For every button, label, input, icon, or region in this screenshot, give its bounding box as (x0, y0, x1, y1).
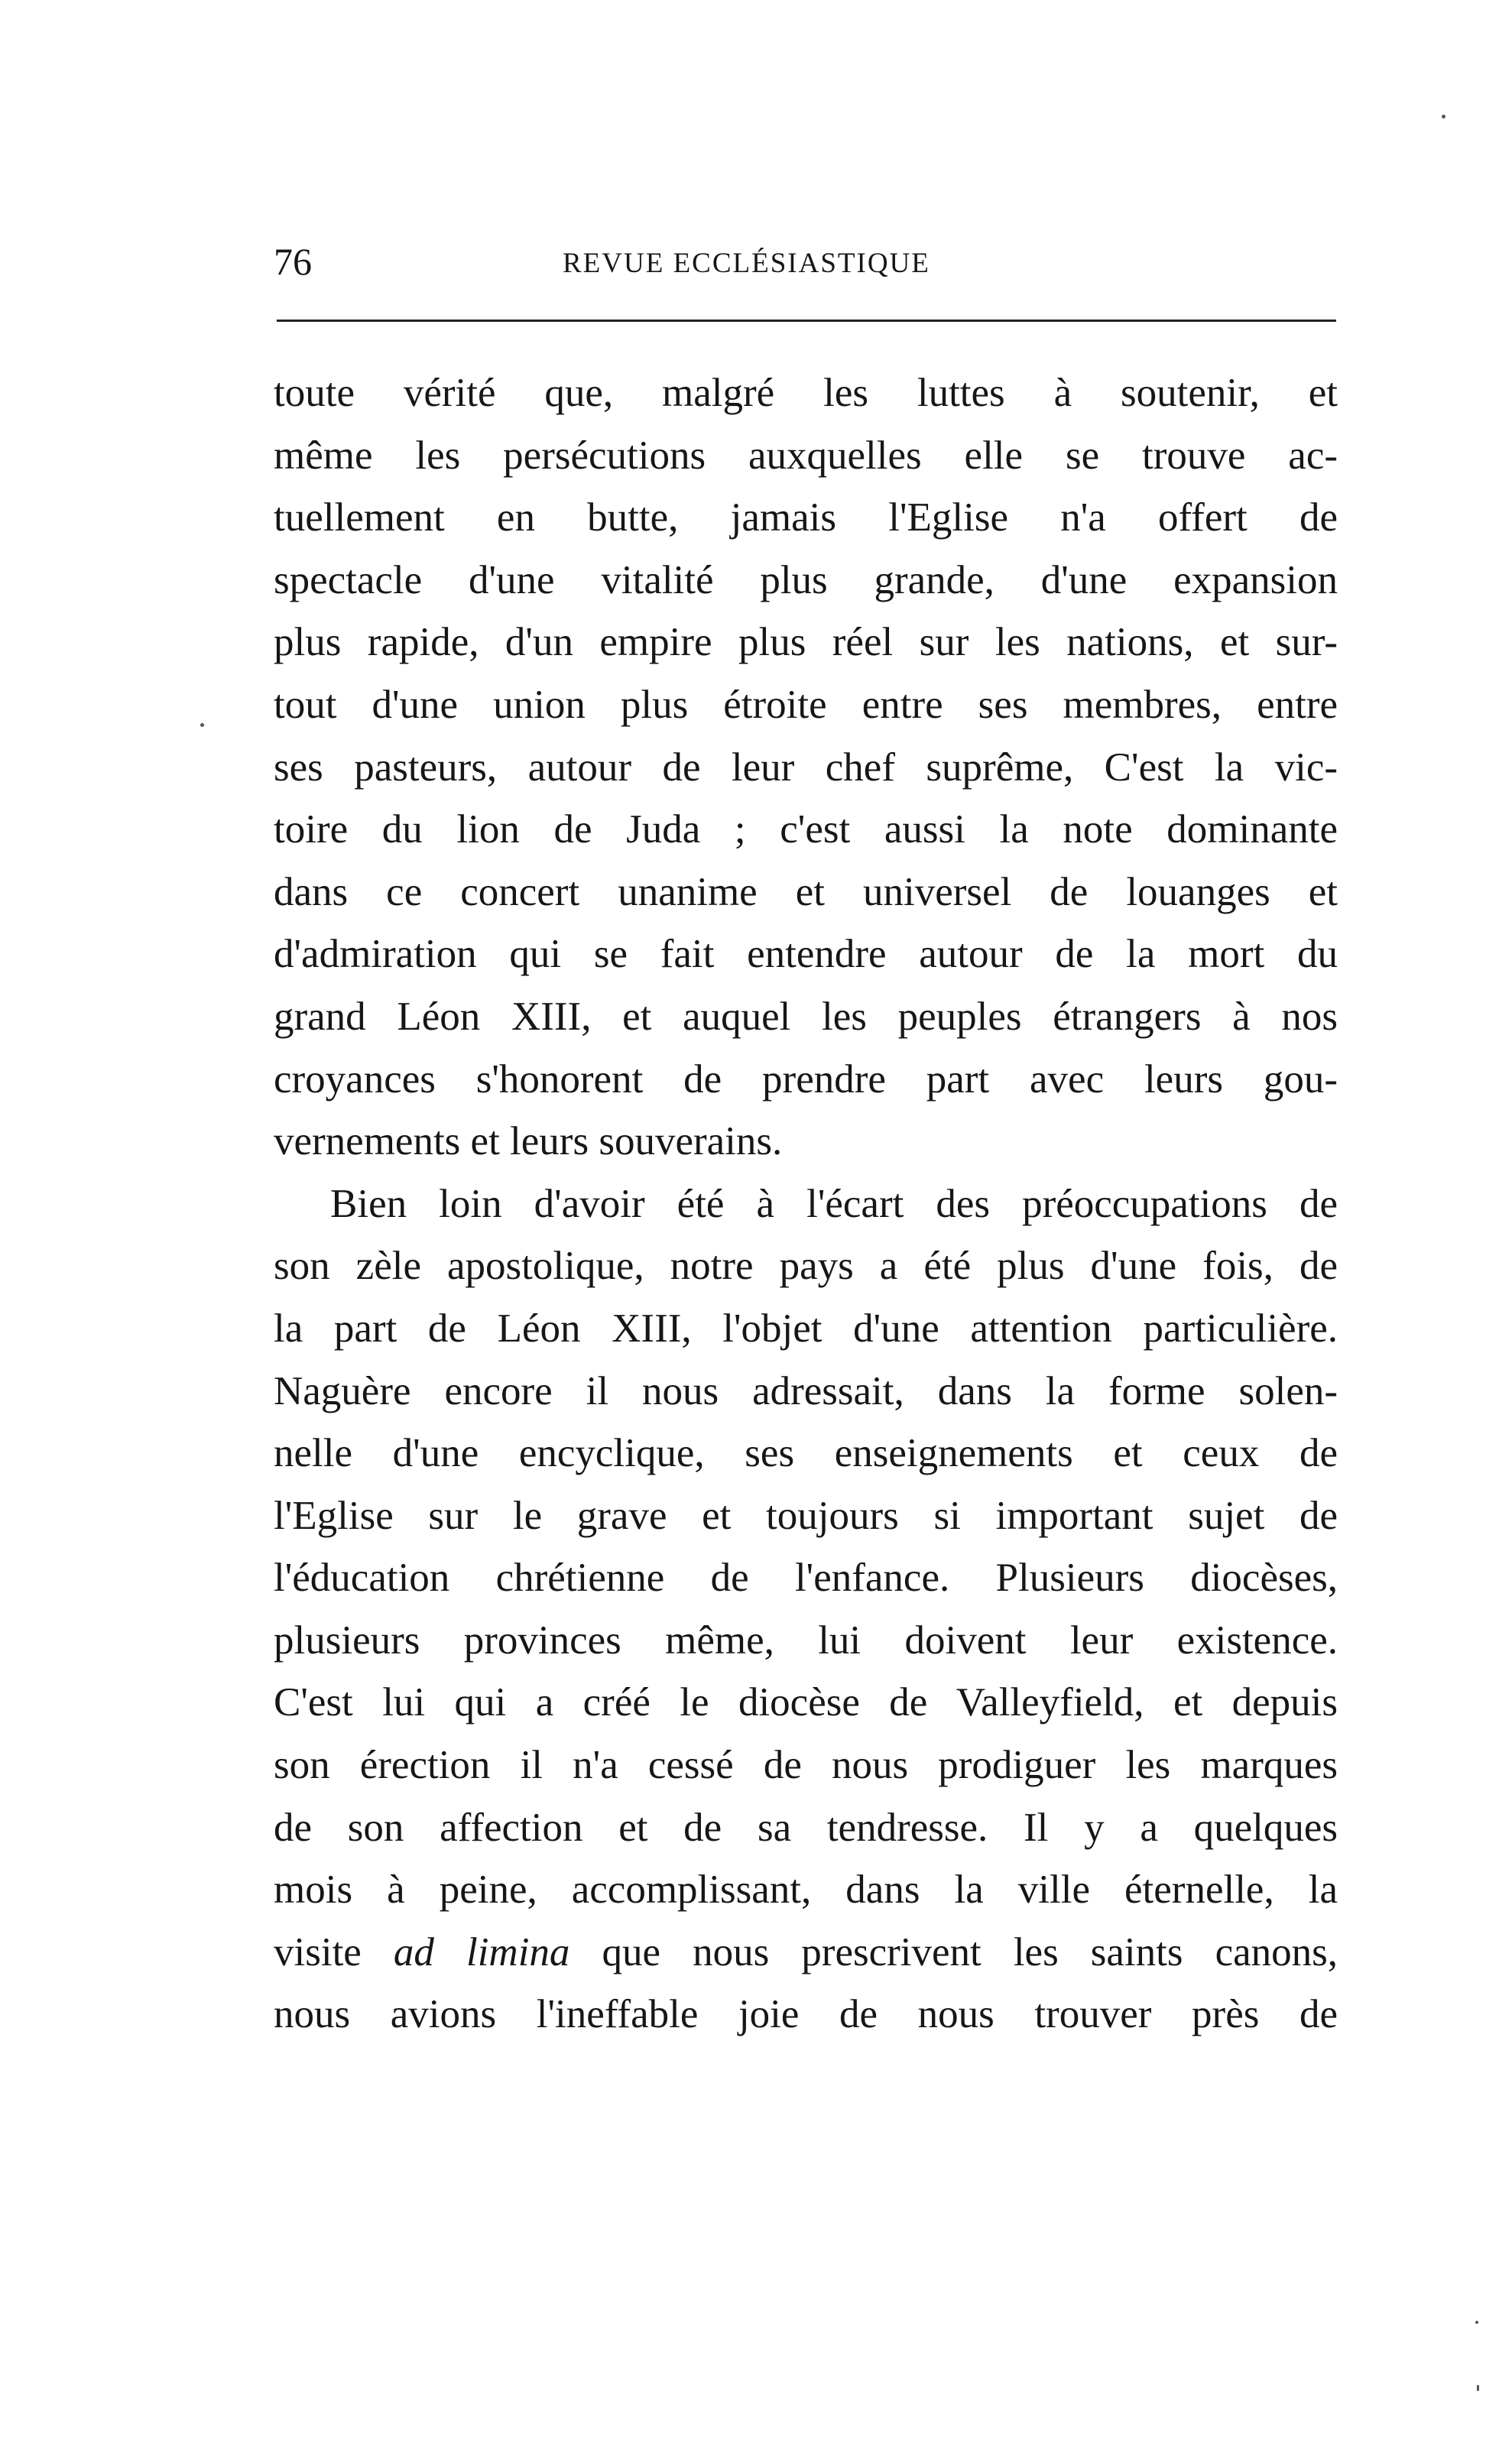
text-line: Bien loin d'avoir été à l'écart des préoccupations de (330, 1181, 1338, 1226)
text-line: son zèle apostolique, notre pays a été plus d'une fois, de (274, 1244, 1338, 1289)
scan-speck (1477, 2385, 1479, 2391)
scan-speck (200, 723, 204, 727)
text-line: C'est lui qui a créé le diocèse de Valleyfield, et depuis (274, 1680, 1338, 1725)
body-text (274, 362, 1338, 2046)
text-line: toute vérité que, malgré les luttes à soutenir, et (274, 371, 1338, 415)
text-line: spectacle d'une vitalité plus grande, d'une expansion (274, 557, 1338, 602)
page-number: 76 (274, 240, 312, 283)
text-line: vernements et leurs souverains. (274, 1119, 783, 1164)
running-head: REVUE ECCLÉSIASTIQUE (563, 248, 930, 279)
text-line: dans ce concert unanime et universel de louanges et (274, 869, 1338, 914)
italic-phrase: ad limina (393, 1929, 570, 1974)
text-line: même les persécutions auxquelles elle se trouve ac- (274, 433, 1338, 478)
text-line: tout d'une union plus étroite entre ses membres, entre (274, 682, 1338, 727)
paragraph-1 (274, 362, 1338, 1173)
scan-speck (1475, 2321, 1478, 2324)
text-line: nous avions l'ineffable joie de nous trouver près de (274, 1992, 1338, 2037)
text-line: mois à peine, accomplissant, dans la ville éternelle, la (274, 1867, 1338, 1913)
text-line: son érection il n'a cessé de nous prodiguer les marques (274, 1743, 1338, 1788)
text-line: la part de Léon XIII, l'objet d'une attention particulière. (274, 1306, 1338, 1351)
text-line: plus rapide, d'un empire plus réel sur les nations, et sur- (274, 620, 1338, 665)
text-line: tuellement en butte, jamais l'Eglise n'a offert de (274, 495, 1338, 540)
text-line: grand Léon XIII, et auquel les peuples étrangers à nos (274, 994, 1338, 1039)
header-rule (277, 320, 1336, 322)
text-line: visite ad limina que nous prescrivent les saints canons, (274, 1929, 1338, 1974)
page-header (274, 238, 1338, 292)
text-line: ses pasteurs, autour de leur chef suprême, C'est la vic- (274, 745, 1338, 790)
text-line: l'Eglise sur le grave et toujours si important sujet de (274, 1493, 1338, 1538)
text-line: de son affection et de sa tendresse. Il y a quelques (274, 1805, 1338, 1850)
text-line: toire du lion de Juda ; c'est aussi la note dominante (274, 807, 1338, 852)
text-line: croyances s'honorent de prendre part avec leurs gou- (274, 1056, 1338, 1102)
text-line: d'admiration qui se fait entendre autour de la mort du (274, 932, 1338, 977)
text-line: plusieurs provinces même, lui doivent leur existence. (274, 1617, 1338, 1663)
text-line: Naguère encore il nous adressait, dans la forme solen- (274, 1368, 1338, 1413)
text-line: nelle d'une encyclique, ses enseignements et ceux de (274, 1431, 1338, 1476)
scan-speck (1442, 115, 1445, 118)
paragraph-2 (274, 1173, 1338, 2046)
text-line: l'éducation chrétienne de l'enfance. Plusieurs diocèses, (274, 1556, 1338, 1601)
